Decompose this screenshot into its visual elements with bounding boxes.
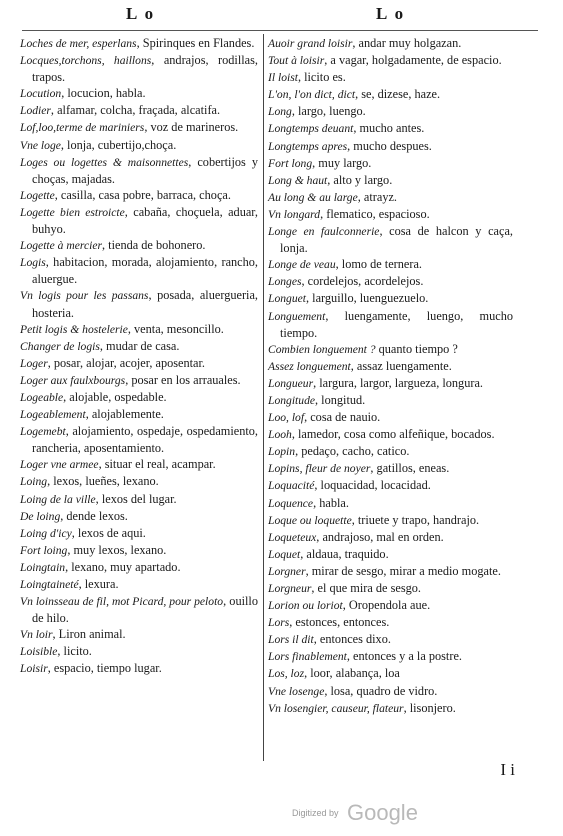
french-headword: Auoir grand loisir [268,37,353,50]
spanish-translation: , tienda de bohonero. [102,238,206,253]
dictionary-entry [268,597,513,614]
french-headword: Assez longuement [268,359,351,373]
spanish-translation: , lexos, lueñes, lexano. [47,474,159,489]
dictionary-entry [268,460,513,477]
dictionary-entry [268,120,513,137]
dictionary-entry [20,187,258,204]
dictionary-entry [20,576,258,593]
dictionary-entry [20,423,258,456]
french-headword: Logeablement [20,408,86,422]
french-headword: Loisible [20,645,58,659]
dictionary-entry [268,443,513,460]
dictionary-entry [268,69,513,86]
spanish-translation: , entonces y a la postre. [346,649,462,664]
french-headword: Lorgner [268,564,306,578]
french-headword: Lopin [268,445,296,459]
french-headword: L'on, l'on dict, dict [268,88,356,102]
dictionary-entry [268,35,513,52]
spanish-translation: , posada, aluergueria, hosteria. [32,288,258,320]
dictionary-entry [20,154,258,187]
french-headword: Longitude [268,393,316,407]
french-headword: Longes [268,275,302,289]
french-headword: Longueur [268,376,314,390]
spanish-translation: , Liron animal. [52,627,126,642]
spanish-translation: , dende lexos. [60,508,128,523]
digitized-by-google-watermark [292,800,418,826]
spanish-translation: , mucho antes. [353,121,425,136]
spanish-translation: , situar el real, acampar. [98,457,216,472]
spanish-translation: quanto tiempo ? [375,341,458,356]
spanish-translation: , cosa de nauio. [304,410,381,425]
spanish-translation: , casilla, casa pobre, barraca, choça. [54,187,231,202]
spanish-translation: , loor, alabança, loa [304,666,400,681]
french-headword: Fort loing [20,543,68,557]
french-headword: Logette à mercier [20,239,102,253]
french-headword: Loing d'icy [20,526,72,540]
french-headword: Longuet [268,292,307,306]
dictionary-entry [268,614,513,631]
spanish-translation: , entonces dixo. [313,632,391,647]
spanish-translation: , cosa de halcon y caça, lonja. [280,224,513,256]
dictionary-entry [20,626,258,643]
dictionary-entry [20,338,258,355]
french-headword: Loger aux faulxbourgs [20,373,126,387]
dictionary-entry [268,563,513,580]
spanish-translation: , alojable, ospedable. [63,389,167,404]
french-headword: Il loist [268,71,298,85]
spanish-translation: , locucion, habla. [61,86,146,101]
dictionary-entry [20,52,258,85]
dictionary-entry [20,119,258,136]
dictionary-entry [268,426,513,443]
spanish-translation: , posar, alojar, acojer, aposentar. [47,355,205,370]
watermark-prefix: Digitized by [292,808,339,818]
dictionary-entry [268,358,513,375]
spanish-translation: , estonces, entonces. [289,615,390,630]
spanish-translation: , andrajos, rodillas, trapos. [32,53,258,85]
spanish-translation: , mirar de sesgo, mirar a medio mogate. [305,563,501,578]
french-headword: Fort long [268,156,313,170]
french-headword: Loo, lof [268,411,305,425]
dictionary-entry [20,559,258,576]
french-headword: Los, loz [268,667,305,681]
dictionary-entry [268,341,513,358]
spanish-translation: , aldaua, traquido. [300,546,389,561]
dictionary-entry [268,103,513,120]
french-headword: Logette bien estroicte [20,205,125,219]
dictionary-entry [268,52,513,69]
signature-mark: I i [500,760,515,779]
dictionary-entry [268,648,513,665]
dictionary-entry [20,254,258,287]
french-headword: Longtemps deuant [268,122,354,136]
dictionary-entry [20,287,258,320]
dictionary-entry [268,86,513,103]
french-headword: Longe de veau [268,258,336,272]
dictionary-entry [268,409,513,426]
french-headword: Loges ou logettes & maisonnettes [20,155,189,169]
spanish-translation: , cobertijos y choças, majadas. [32,154,258,186]
french-headword: Vn loir [20,628,53,642]
french-headword: Long & haut [268,173,328,187]
spanish-translation: , muy lexos, lexano. [67,542,167,557]
spanish-translation: , loquacidad, locacidad. [314,478,431,493]
french-headword: Changer de logis [20,339,100,353]
french-headword: Petit logis & hostelerie [20,322,128,336]
dictionary-entry [20,321,258,338]
french-headword: Lors [268,616,290,630]
french-headword: De loing [20,509,61,523]
running-head-right: L o [376,4,406,23]
spanish-translation: , habitacion, morada, alojamiento, rancho, aluergue. [32,255,258,287]
spanish-translation: , licito. [57,644,92,659]
spanish-translation: , lisonjero. [403,700,456,715]
french-headword: Loches de mer, esperlans [20,37,137,50]
spanish-translation: , larguillo, luenguezuelo. [306,291,429,306]
dictionary-entry [20,85,258,102]
dictionary-entry [20,525,258,542]
spanish-translation: , luengamente, luengo, mucho tiempo. [280,308,513,340]
french-headword: Locution [20,87,62,101]
dictionary-entry [20,593,258,626]
spanish-translation: , alojamiento, ospedaje, ospedamiento, rancheria, aposentamiento. [32,424,258,456]
spanish-translation: , lamedor, cosa como alfeñique, bocados. [291,427,495,442]
spanish-translation: , lonja, cubertijo,choça. [60,137,177,152]
french-headword: Lopins, fleur de noyer [268,462,371,476]
spanish-translation: , lomo de ternera. [335,257,423,272]
spanish-translation: , venta, mesoncillo. [127,321,224,336]
dictionary-entry [20,406,258,423]
dictionary-entry [20,372,258,389]
spanish-translation: , assaz luengamente. [350,358,452,373]
french-headword: Logis [20,256,46,270]
dictionary-entry [268,155,513,172]
spanish-translation: , gatillos, eneas. [370,461,450,476]
dictionary-entry [268,495,513,512]
french-headword: Vn longard [268,207,321,221]
spanish-translation: , andar muy holgazan. [352,36,462,50]
dictionary-entry [268,700,513,717]
spanish-translation: , alojablemente. [85,407,164,422]
spanish-translation: , atrayz. [357,189,398,204]
column-divider [263,34,264,761]
spanish-translation: , habla. [313,495,349,510]
spanish-translation: , Oropendola aue. [342,598,431,613]
dictionary-entry [268,206,513,223]
spanish-translation: , largo, luengo. [291,104,366,119]
dictionary-entry [268,375,513,392]
dictionary-entry [268,529,513,546]
french-headword: Longe en faulconnerie [268,225,380,239]
dictionary-entry [20,204,258,237]
french-headword: Au long & au large [268,190,358,204]
dictionary-entry [20,389,258,406]
french-headword: Loquet [268,547,301,561]
spanish-translation: , andrajoso, mal en orden. [316,529,444,544]
french-headword: Lorion ou loriot [268,599,343,613]
dictionary-entry [20,491,258,508]
dictionary-entry [20,102,258,119]
french-headword: Loque ou loquette [268,513,352,527]
dictionary-entry [268,580,513,597]
dictionary-entry [268,631,513,648]
spanish-translation: , lexano, muy apartado. [65,559,181,574]
spanish-translation: , ouillo de hilo. [32,594,258,626]
spanish-translation: , posar en los arrauales. [125,372,241,387]
spanish-translation: , largura, largor, largueza, longura. [313,375,483,390]
dictionary-entry [268,189,513,206]
dictionary-entry [20,542,258,559]
spanish-translation: , voz de marineros. [144,120,239,135]
dictionary-entry [268,392,513,409]
running-head-left: L o [126,4,156,23]
right-column [268,35,513,717]
dictionary-entry [268,512,513,529]
french-headword: Loquence [268,496,314,510]
dictionary-entry [20,456,258,473]
dictionary-entry [20,508,258,525]
spanish-translation: , alto y largo. [327,172,393,187]
french-headword: Combien longuement ? [268,342,376,356]
french-headword: Logeable [20,390,64,404]
french-headword: Loingtaineté [20,578,79,591]
dictionary-entry [268,273,513,290]
french-headword: Loing de la ville [20,492,96,506]
dictionary-entry [20,473,258,490]
dictionary-entry [268,477,513,494]
dictionary-entry [20,660,258,677]
french-headword: Loger vne armee [20,458,99,472]
french-headword: Vne loge [20,138,61,152]
dictionary-entry [268,683,513,700]
french-headword: Logette [20,188,55,202]
spanish-translation: , lexura. [78,577,119,591]
spanish-translation: , mudar de casa. [99,338,180,353]
spanish-translation: , espacio, tiempo lugar. [47,661,162,676]
spanish-translation: , cabaña, choçuela, aduar, buhyo. [32,204,258,237]
french-headword: Long [268,105,292,119]
french-headword: Lodier [20,104,51,118]
dictionary-entry [268,223,513,256]
spanish-translation: , losa, quadro de vidro. [324,683,438,698]
french-headword: Loger [20,356,48,370]
dictionary-entry [268,256,513,273]
dictionary-entry [268,138,513,155]
header-rule [22,30,538,31]
spanish-translation: , triuete y trapo, handrajo. [351,512,480,527]
dictionary-entry [268,172,513,189]
french-headword: Loqueteux [268,530,317,544]
google-logo: Google [346,800,418,825]
left-column [20,35,258,678]
spanish-translation: , longitud. [315,392,366,407]
spanish-translation: , lexos de aqui. [71,525,146,540]
french-headword: Tout à loisir [268,54,325,68]
french-headword: Lors finablement [268,650,347,664]
dictionary-entry [20,137,258,154]
french-headword: Vn loinsseau de fil, mot Picard, pour peloto [20,595,224,609]
spanish-translation: , Spirinques en Flandes. [136,36,255,50]
french-headword: Loquacité [268,479,315,493]
french-headword: Vn losengier, causeur, flateur [268,701,404,715]
spanish-translation: , el que mira de sesgo. [311,581,421,595]
spanish-translation: , lexos del lugar. [95,491,177,506]
dictionary-entry [20,355,258,372]
french-headword: Longtemps apres [268,139,348,153]
dictionary-entry [268,308,513,341]
spanish-translation: , a vagar, holgadamente, de espacio. [324,53,502,68]
french-headword: Loing [20,475,48,489]
spanish-translation: , flematico, espacioso. [320,206,430,221]
spanish-translation: , licito es. [297,70,346,85]
french-headword: Loisir [20,662,48,676]
spanish-translation: , cordelejos, acordelejos. [301,274,424,289]
dictionary-entry [20,35,258,52]
dictionary-entry [268,546,513,563]
spanish-translation: , mucho despues. [347,138,432,153]
spanish-translation: , se, dizese, haze. [355,87,441,102]
french-headword: Lof,loo,terme de mariniers [20,121,145,135]
french-headword: Looh [268,428,292,442]
dictionary-entry [268,665,513,682]
spanish-translation: , pedaço, cacho, catico. [295,444,410,459]
dictionary-entry [20,237,258,254]
dictionary-entry [20,643,258,660]
french-headword: Vn logis pour les passans [20,289,149,303]
french-headword: Vne losenge [268,684,325,698]
french-headword: Logemebt [20,425,66,439]
spanish-translation: , muy largo. [312,155,372,170]
french-headword: Loingtain [20,560,66,574]
french-headword: Lorgneur [268,582,312,595]
french-headword: Locques,torchons, haillons [20,54,152,68]
spanish-translation: , alfamar, colcha, fraçada, alcatifa. [50,103,221,118]
french-headword: Longuement [268,309,326,323]
french-headword: Lors il dit [268,633,314,647]
dictionary-entry [268,290,513,307]
